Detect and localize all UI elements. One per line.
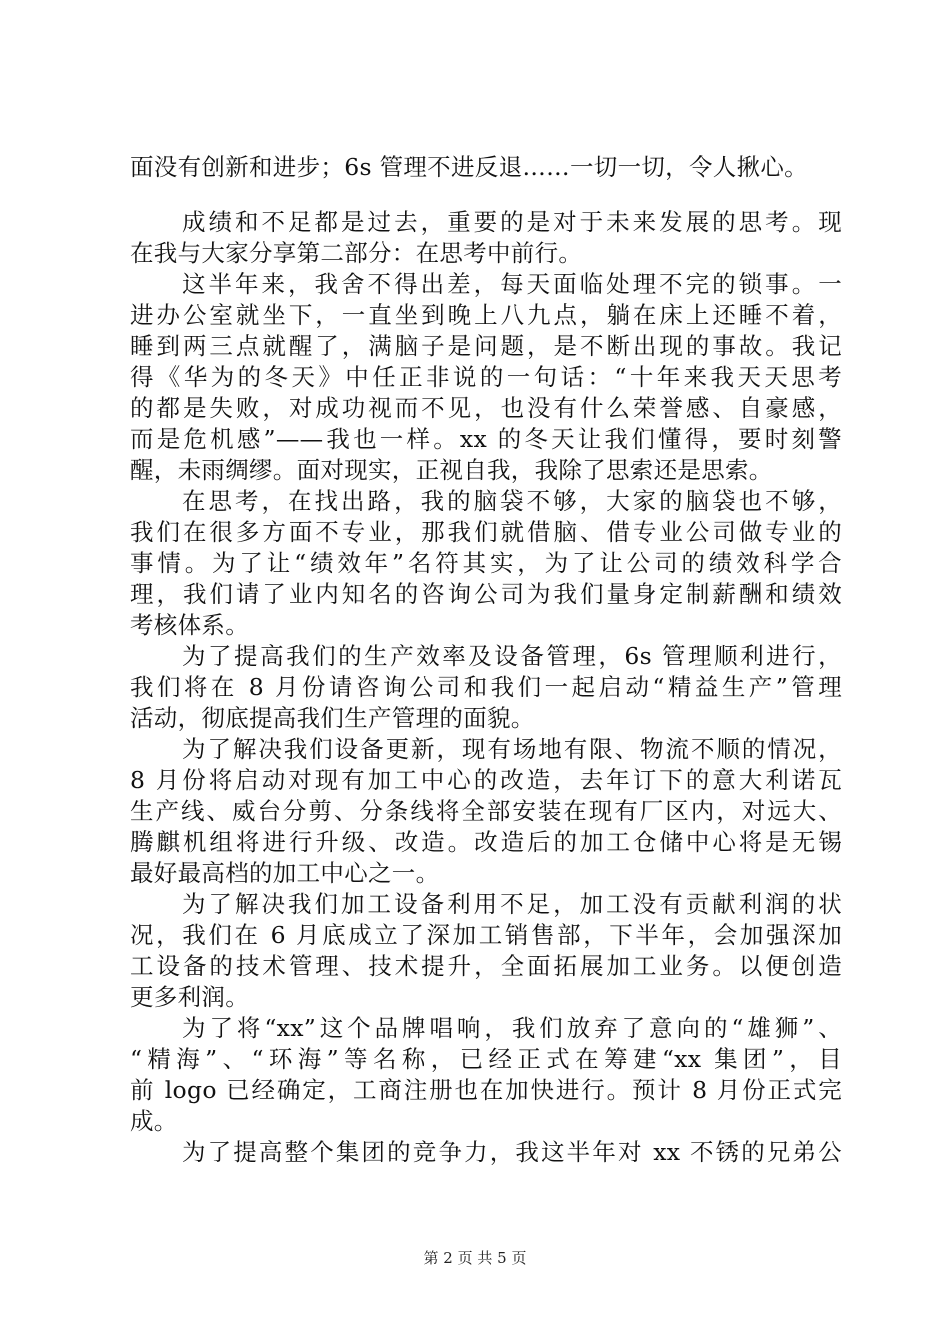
text-line: 考核体系。	[130, 611, 249, 639]
text-line: 最好最高档的加工中心之一。	[130, 859, 440, 887]
text-line: 醒，未雨绸缪。面对现实，正视自我，我除了思索还是思索。	[130, 456, 773, 484]
text-line: 更多利润。	[130, 983, 249, 1011]
text-line: 活动，彻底提高我们生产管理的面貌。	[130, 704, 535, 732]
text-line: 为了将“xx”这个品牌唱响，我们放弃了意向的“雄狮”、	[182, 1014, 842, 1042]
text-line: 工设备的技术管理、技术提升，全面拓展加工业务。以便创造	[130, 952, 842, 980]
text-line: 得《华为的冬天》中任正非说的一句话：“十年来我天天思考	[130, 363, 842, 391]
text-line: 生产线、威台分剪、分条线将全部安装在现有厂区内，对远大、	[130, 797, 842, 825]
text-line: 面没有创新和进步；6s 管理不进反退……一切一切，令人揪心。	[130, 153, 808, 181]
text-line: 况，我们在 6 月底成立了深加工销售部，下半年，会加强深加	[130, 921, 842, 949]
text-line: 为了提高我们的生产效率及设备管理，6s 管理顺利进行，	[182, 642, 842, 670]
text-line: 腾麒机组将进行升级、改造。改造后的加工仓储中心将是无锡	[130, 828, 842, 856]
text-line: 8 月份将启动对现有加工中心的改造，去年订下的意大利诺瓦	[130, 766, 842, 794]
text-line: 理，我们请了业内知名的咨询公司为我们量身定制薪酬和绩效	[130, 580, 842, 608]
text-line: 为了解决我们加工设备利用不足，加工没有贡献利润的状	[182, 890, 842, 918]
text-line: 的都是失败，对成功视而不见，也没有什么荣誉感、自豪感，	[130, 394, 842, 422]
text-line: “精海”、“环海”等名称，已经正式在筹建“xx 集团”，目	[130, 1045, 842, 1073]
body-text	[130, 152, 842, 1168]
text-line: 睡到两三点就醒了，满脑子是问题，是不断出现的事故。我记	[130, 332, 842, 360]
text-line: 而是危机感”——我也一样。xx 的冬天让我们懂得，要时刻警	[130, 425, 842, 453]
text-line: 在思考，在找出路，我的脑袋不够，大家的脑袋也不够，	[182, 487, 842, 515]
page-number-footer: 第 2 页 共 5 页	[423, 1249, 527, 1267]
text-line: 成绩和不足都是过去，重要的是对于未来发展的思考。现	[182, 208, 842, 236]
text-line: 我们在很多方面不专业，那我们就借脑、借专业公司做专业的	[130, 518, 842, 546]
text-line: 这半年来，我舍不得出差，每天面临处理不完的锁事。一	[182, 270, 842, 298]
text-line: 前 logo 已经确定，工商注册也在加快进行。预计 8 月份正式完	[130, 1076, 842, 1104]
text-line: 为了解决我们设备更新，现有场地有限、物流不顺的情况，	[182, 735, 842, 763]
text-line: 我们将在 8 月份请咨询公司和我们一起启动“精益生产”管理	[130, 673, 842, 701]
text-line: 进办公室就坐下，一直坐到晚上八九点，躺在床上还睡不着，	[130, 301, 842, 329]
text-line: 为了提高整个集团的竞争力，我这半年对 xx 不锈的兄弟公	[182, 1138, 842, 1166]
text-line: 成。	[130, 1107, 178, 1135]
text-line: 在我与大家分享第二部分：在思考中前行。	[130, 239, 583, 267]
text-line: 事情。为了让“绩效年”名符其实，为了让公司的绩效科学合	[130, 549, 842, 577]
